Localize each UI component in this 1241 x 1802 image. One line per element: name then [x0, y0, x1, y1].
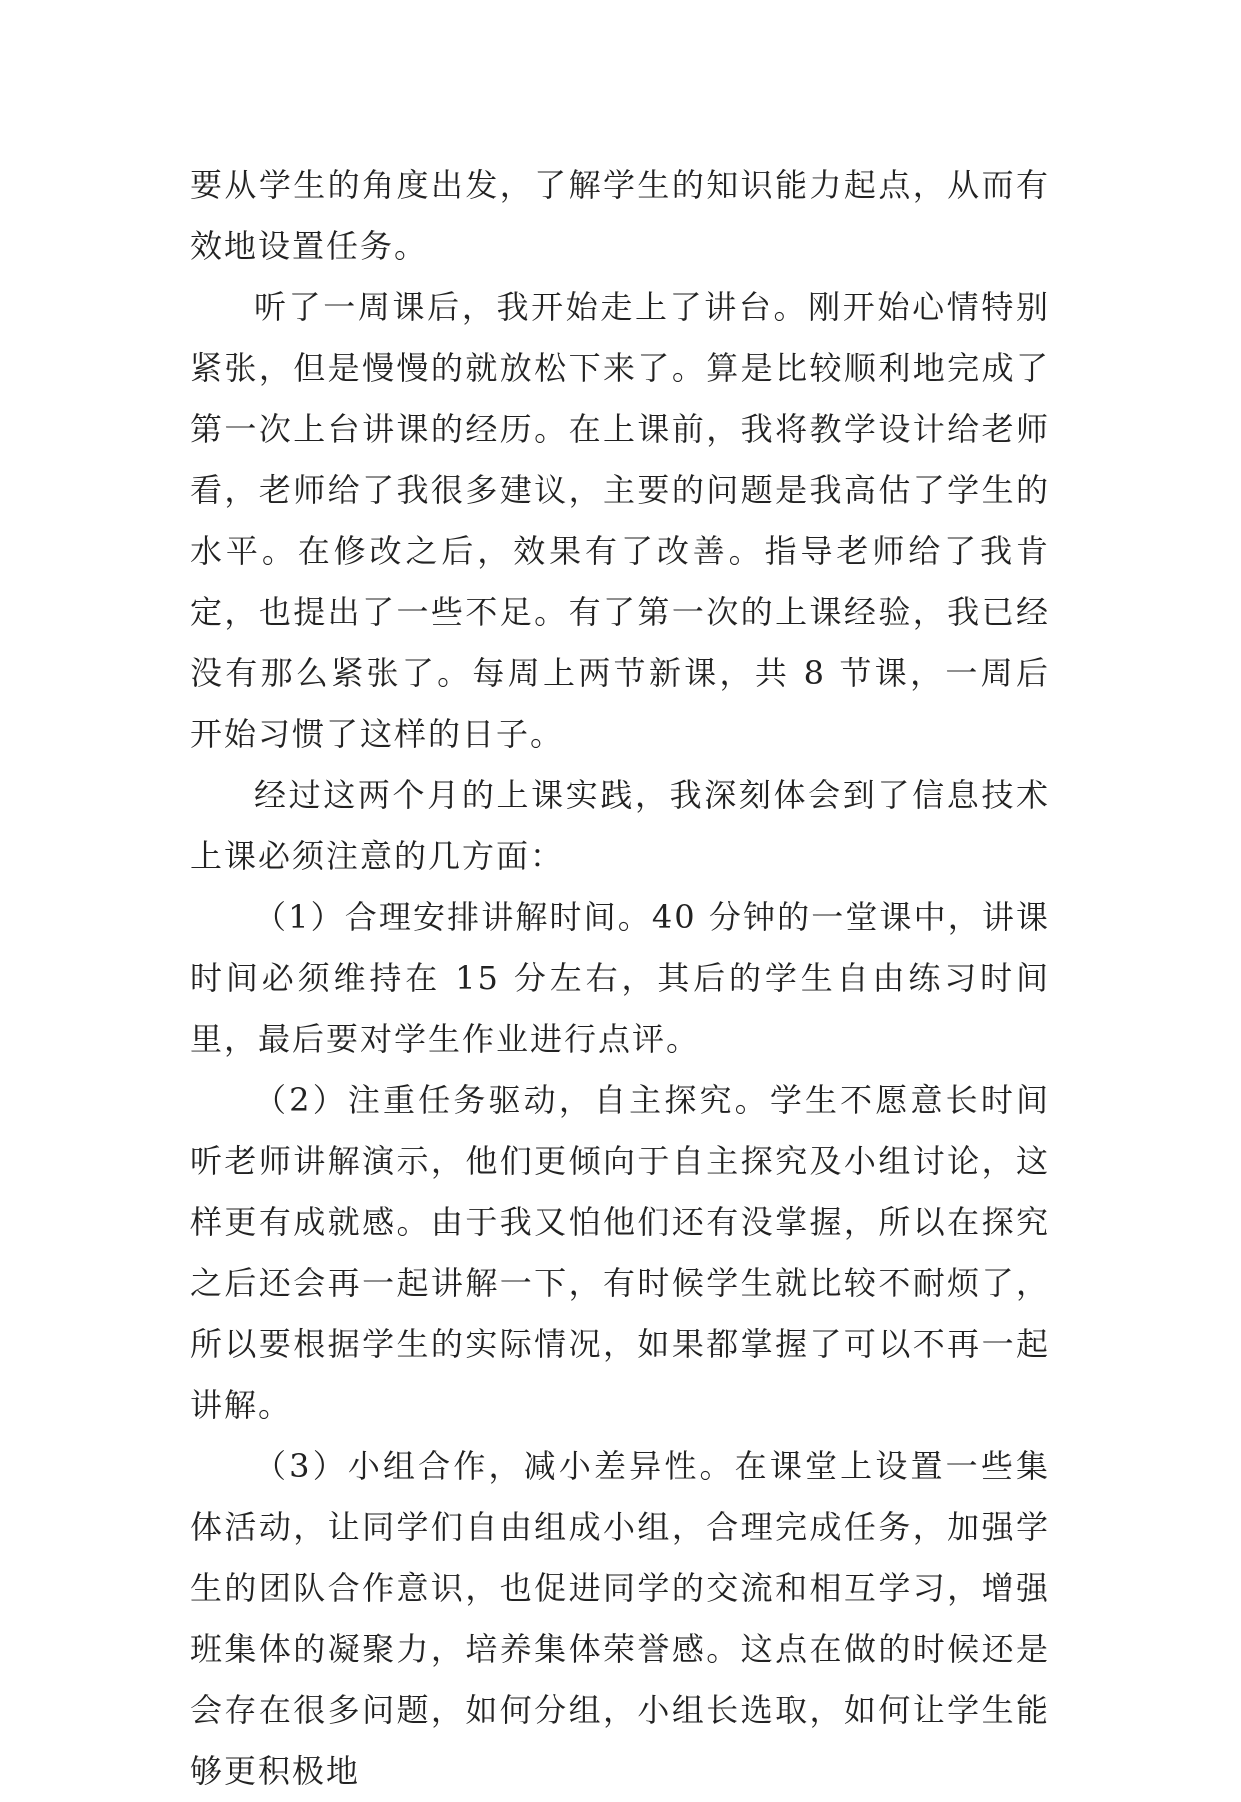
list-item-1: （1）合理安排讲解时间。40 分钟的一堂课中，讲课时间必须维持在 15 分左右，其后的学生自由练习时间里，最后要对学生作业进行点评。: [190, 898, 1050, 1058]
body-text: [190, 155, 1050, 1802]
list-item-3: （3）小组合作，减小差异性。在课堂上设置一些集体活动，让同学们自由组成小组，合理完成任务，加强学生的团队合作意识，也促进同学的交流和相互学习，增强班集体的凝聚力，培养集体荣誉感。这点在做的时候还是会存在很多问题，如何分组，小组长选取，如何让学生能够更积极地: [190, 1447, 1050, 1790]
paragraph-reflection-intro: 经过这两个月的上课实践，我深刻体会到了信息技术上课必须注意的几方面：: [190, 776, 1050, 875]
list-item-2: （2）注重任务驱动，自主探究。学生不愿意长时间听老师讲解演示，他们更倾向于自主探究及小组讨论，这样更有成就感。由于我又怕他们还有没掌握，所以在探究之后还会再一起讲解一下，有时候学生就比较不耐烦了，所以要根据学生的实际情况，如果都掌握了可以不再一起讲解。: [190, 1081, 1050, 1424]
paragraph-teaching-start: 听了一周课后，我开始走上了讲台。刚开始心情特别紧张，但是慢慢的就放松下来了。算是比较顺利地完成了第一次上台讲课的经历。在上课前，我将教学设计给老师看，老师给了我很多建议，主要的问题是我高估了学生的水平。在修改之后，效果有了改善。指导老师给了我肯定，也提出了一些不足。有了第一次的上课经验，我已经没有那么紧张了。每周上两节新课，共 8 节课，一周后开始习惯了这样的日子。: [190, 288, 1050, 753]
paragraph-continued: 要从学生的角度出发，了解学生的知识能力起点，从而有效地设置任务。: [190, 166, 1050, 265]
